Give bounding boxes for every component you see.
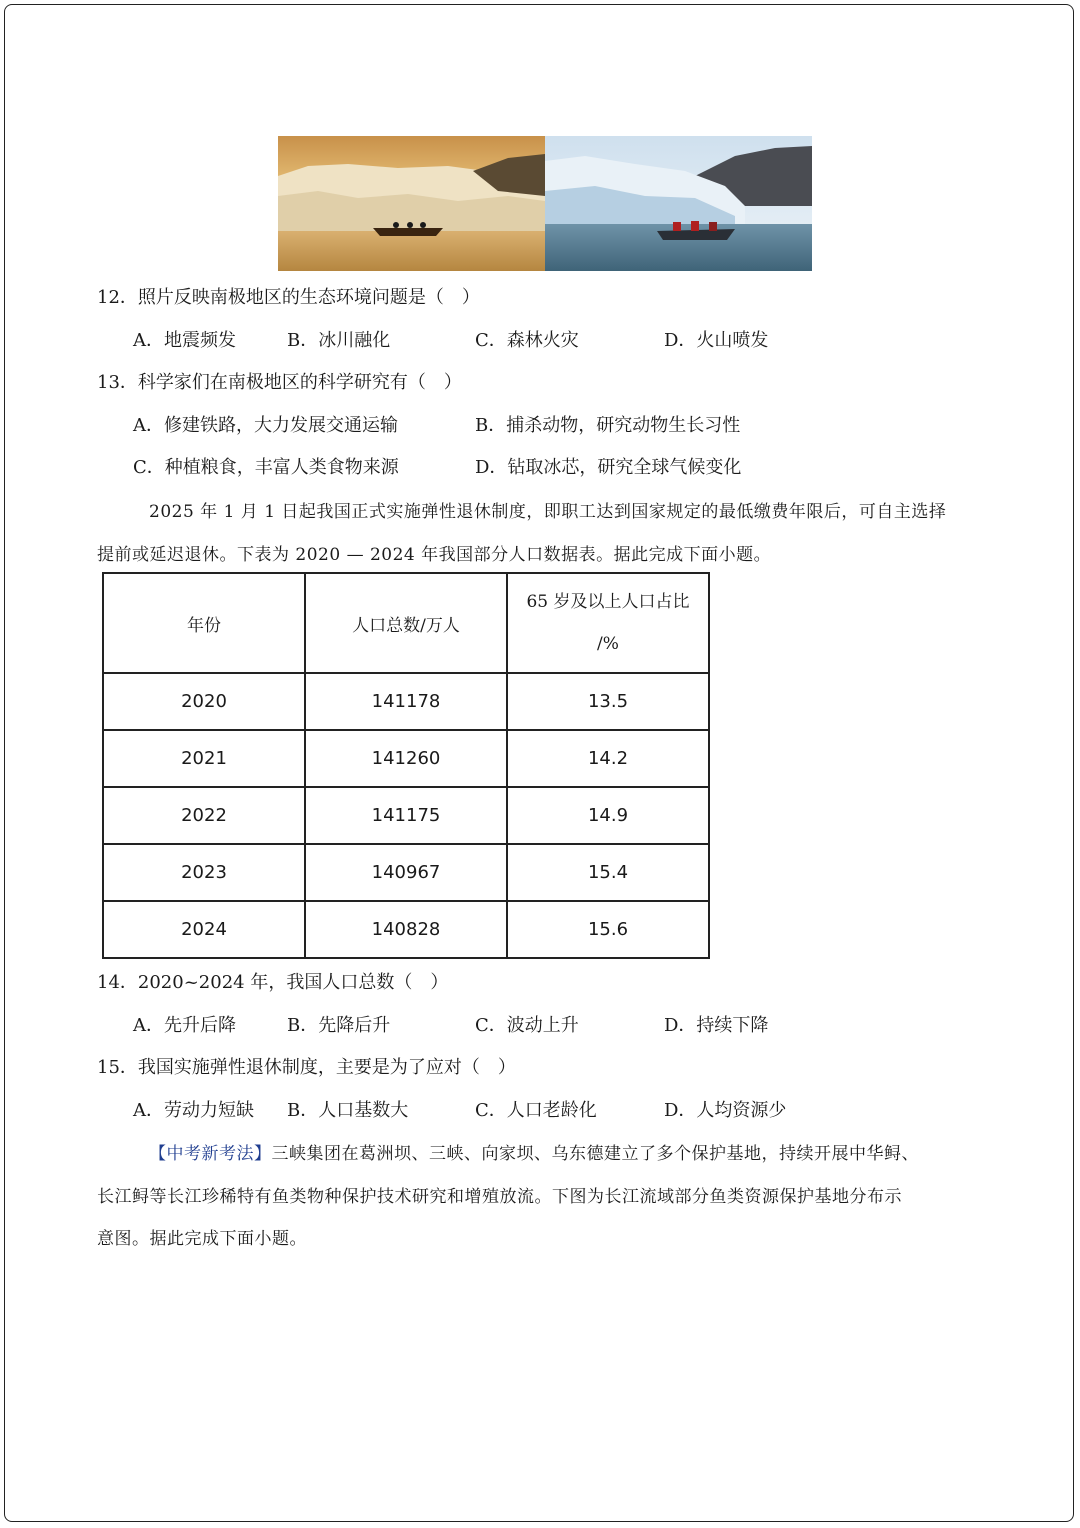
cell-population: 141260 [305, 730, 507, 787]
cell-population: 141175 [305, 787, 507, 844]
header-elderly-ratio-line1: 65 岁及以上人口占比 [526, 592, 690, 612]
cell-ratio: 14.9 [507, 787, 709, 844]
q12-stem: 12．照片反映南极地区的生态环境问题是（ ） [97, 287, 480, 308]
q15-stem: 15．我国实施弹性退休制度，主要是为了应对（ ） [97, 1057, 516, 1078]
table-header-row [103, 573, 709, 673]
table-row [103, 844, 709, 901]
q15-option-d[interactable]: D．人均资源少 [664, 1100, 787, 1121]
cell-year: 2020 [103, 673, 305, 730]
q14-option-b[interactable]: B．先降后升 [287, 1015, 391, 1036]
population-table [102, 572, 710, 959]
table-row [103, 901, 709, 958]
q15-option-a[interactable]: A．劳动力短缺 [133, 1100, 254, 1121]
glacier-sunset-photo [278, 136, 545, 271]
intro-next-line3: 意图。据此完成下面小题。 [97, 1229, 307, 1249]
q14-option-d[interactable]: D．持续下降 [664, 1015, 769, 1036]
q12-option-c[interactable]: C．森林火灾 [475, 330, 579, 351]
glacier-boat-photo [545, 136, 812, 271]
cell-year: 2022 [103, 787, 305, 844]
cell-population: 140828 [305, 901, 507, 958]
q13-option-a[interactable]: A．修建铁路，大力发展交通运输 [133, 415, 398, 436]
cell-population: 140967 [305, 844, 507, 901]
new-method-tag: 【中考新考法】 [149, 1144, 272, 1164]
cell-ratio: 14.2 [507, 730, 709, 787]
glacier-photos [278, 136, 812, 271]
q13-option-b[interactable]: B．捕杀动物，研究动物生长习性 [475, 415, 741, 436]
intro-14-15-line2: 提前或延迟退休。下表为 2020 — 2024 年我国部分人口数据表。据此完成下面小题。 [97, 545, 772, 565]
header-elderly-ratio [507, 573, 709, 673]
header-year: 年份 [103, 573, 305, 673]
table-row [103, 787, 709, 844]
q13-option-c[interactable]: C．种植粮食，丰富人类食物来源 [133, 457, 399, 478]
intro-next-line2: 长江鲟等长江珍稀特有鱼类物种保护技术研究和增殖放流。下图为长江流域部分鱼类资源保护基地分布示 [97, 1187, 902, 1207]
cell-ratio: 13.5 [507, 673, 709, 730]
cell-ratio: 15.4 [507, 844, 709, 901]
q14-option-a[interactable]: A．先升后降 [133, 1015, 236, 1036]
cell-year: 2023 [103, 844, 305, 901]
cell-year: 2024 [103, 901, 305, 958]
intro-14-15-line1: 2025 年 1 月 1 日起我国正式实施弹性退休制度，即职工达到国家规定的最低缴费年限后，可自主选择 [149, 502, 947, 522]
table-row [103, 730, 709, 787]
q14-stem: 14．2020~2024 年，我国人口总数（ ） [97, 972, 449, 993]
q15-option-b[interactable]: B．人口基数大 [287, 1100, 409, 1121]
q13-stem: 13．科学家们在南极地区的科学研究有（ ） [97, 372, 462, 393]
q14-option-c[interactable]: C．波动上升 [475, 1015, 579, 1036]
header-population: 人口总数/万人 [305, 573, 507, 673]
cell-population: 141178 [305, 673, 507, 730]
q12-option-d[interactable]: D．火山喷发 [664, 330, 769, 351]
q12-option-a[interactable]: A．地震频发 [133, 330, 236, 351]
table-row [103, 673, 709, 730]
cell-year: 2021 [103, 730, 305, 787]
q13-option-d[interactable]: D．钻取冰芯，研究全球气候变化 [475, 457, 742, 478]
intro-next-line1 [149, 1139, 919, 1164]
worksheet-page [4, 4, 1074, 1522]
q15-option-c[interactable]: C．人口老龄化 [475, 1100, 597, 1121]
q12-option-b[interactable]: B．冰川融化 [287, 330, 391, 351]
intro-next-line1-text: 三峡集团在葛洲坝、三峡、向家坝、乌东德建立了多个保护基地，持续开展中华鲟、 [271, 1144, 919, 1164]
cell-ratio: 15.6 [507, 901, 709, 958]
header-elderly-ratio-line2: /% [597, 634, 619, 654]
